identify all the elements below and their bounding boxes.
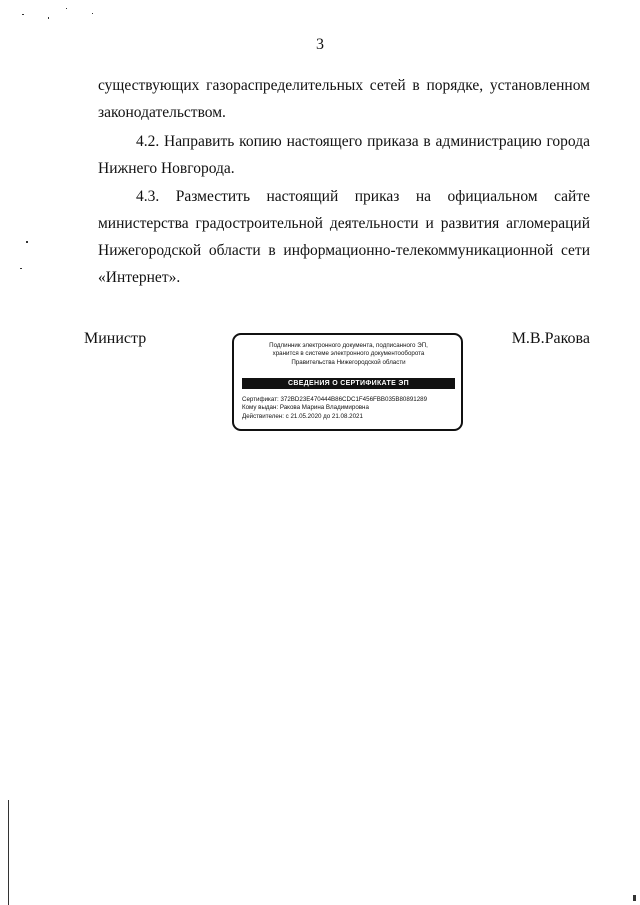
- certificate-validity: Действителен: с 21.05.2020 до 21.08.2021: [242, 412, 363, 420]
- certificate-number: Сертификат: 372BD23E470444B86CDC1F456FBB035B80891289: [242, 396, 428, 403]
- stamp-note: [240, 342, 457, 367]
- scan-speck: [66, 8, 67, 9]
- paragraph-continuation: существующих газораспределительных сетей в порядке, установленном законодательством.: [98, 77, 590, 121]
- scan-speck: [22, 14, 24, 15]
- signatory-title: Министр: [84, 330, 147, 347]
- certificate-owner: Кому выдан: Ракова Марина Владимировна: [242, 404, 369, 412]
- signatory-name: М.В.Ракова: [511, 330, 590, 347]
- stamp-details: [242, 396, 457, 421]
- scan-speck: [26, 241, 28, 243]
- stamp-header: СВЕДЕНИЯ О СЕРТИФИКАТЕ ЭП: [242, 378, 455, 389]
- paragraph-4-3: 4.3. Разместить настоящий приказ на официальном сайте министерства градостроительной деятельности и развития агломераций Нижегородской области в информационно-телекоммуникационной сети «Интернет».: [98, 188, 590, 286]
- stamp-note-line: Правительства Нижегородской области: [291, 358, 406, 366]
- page-number: 3: [316, 36, 324, 53]
- stamp-note-line: Подлинник электронного документа, подписанного ЭП,: [269, 342, 428, 349]
- scan-speck: [8, 800, 9, 905]
- stamp-note-line: хранится в системе электронного документооборота: [272, 350, 425, 358]
- e-signature-certificate-stamp: [232, 333, 463, 431]
- paragraph-4-2: 4.2. Направить копию настоящего приказа в администрацию города Нижнего Новгорода.: [98, 133, 590, 177]
- scan-speck: [92, 13, 93, 14]
- scan-speck: [633, 895, 636, 901]
- scan-speck: [48, 17, 49, 19]
- scan-speck: [20, 268, 22, 269]
